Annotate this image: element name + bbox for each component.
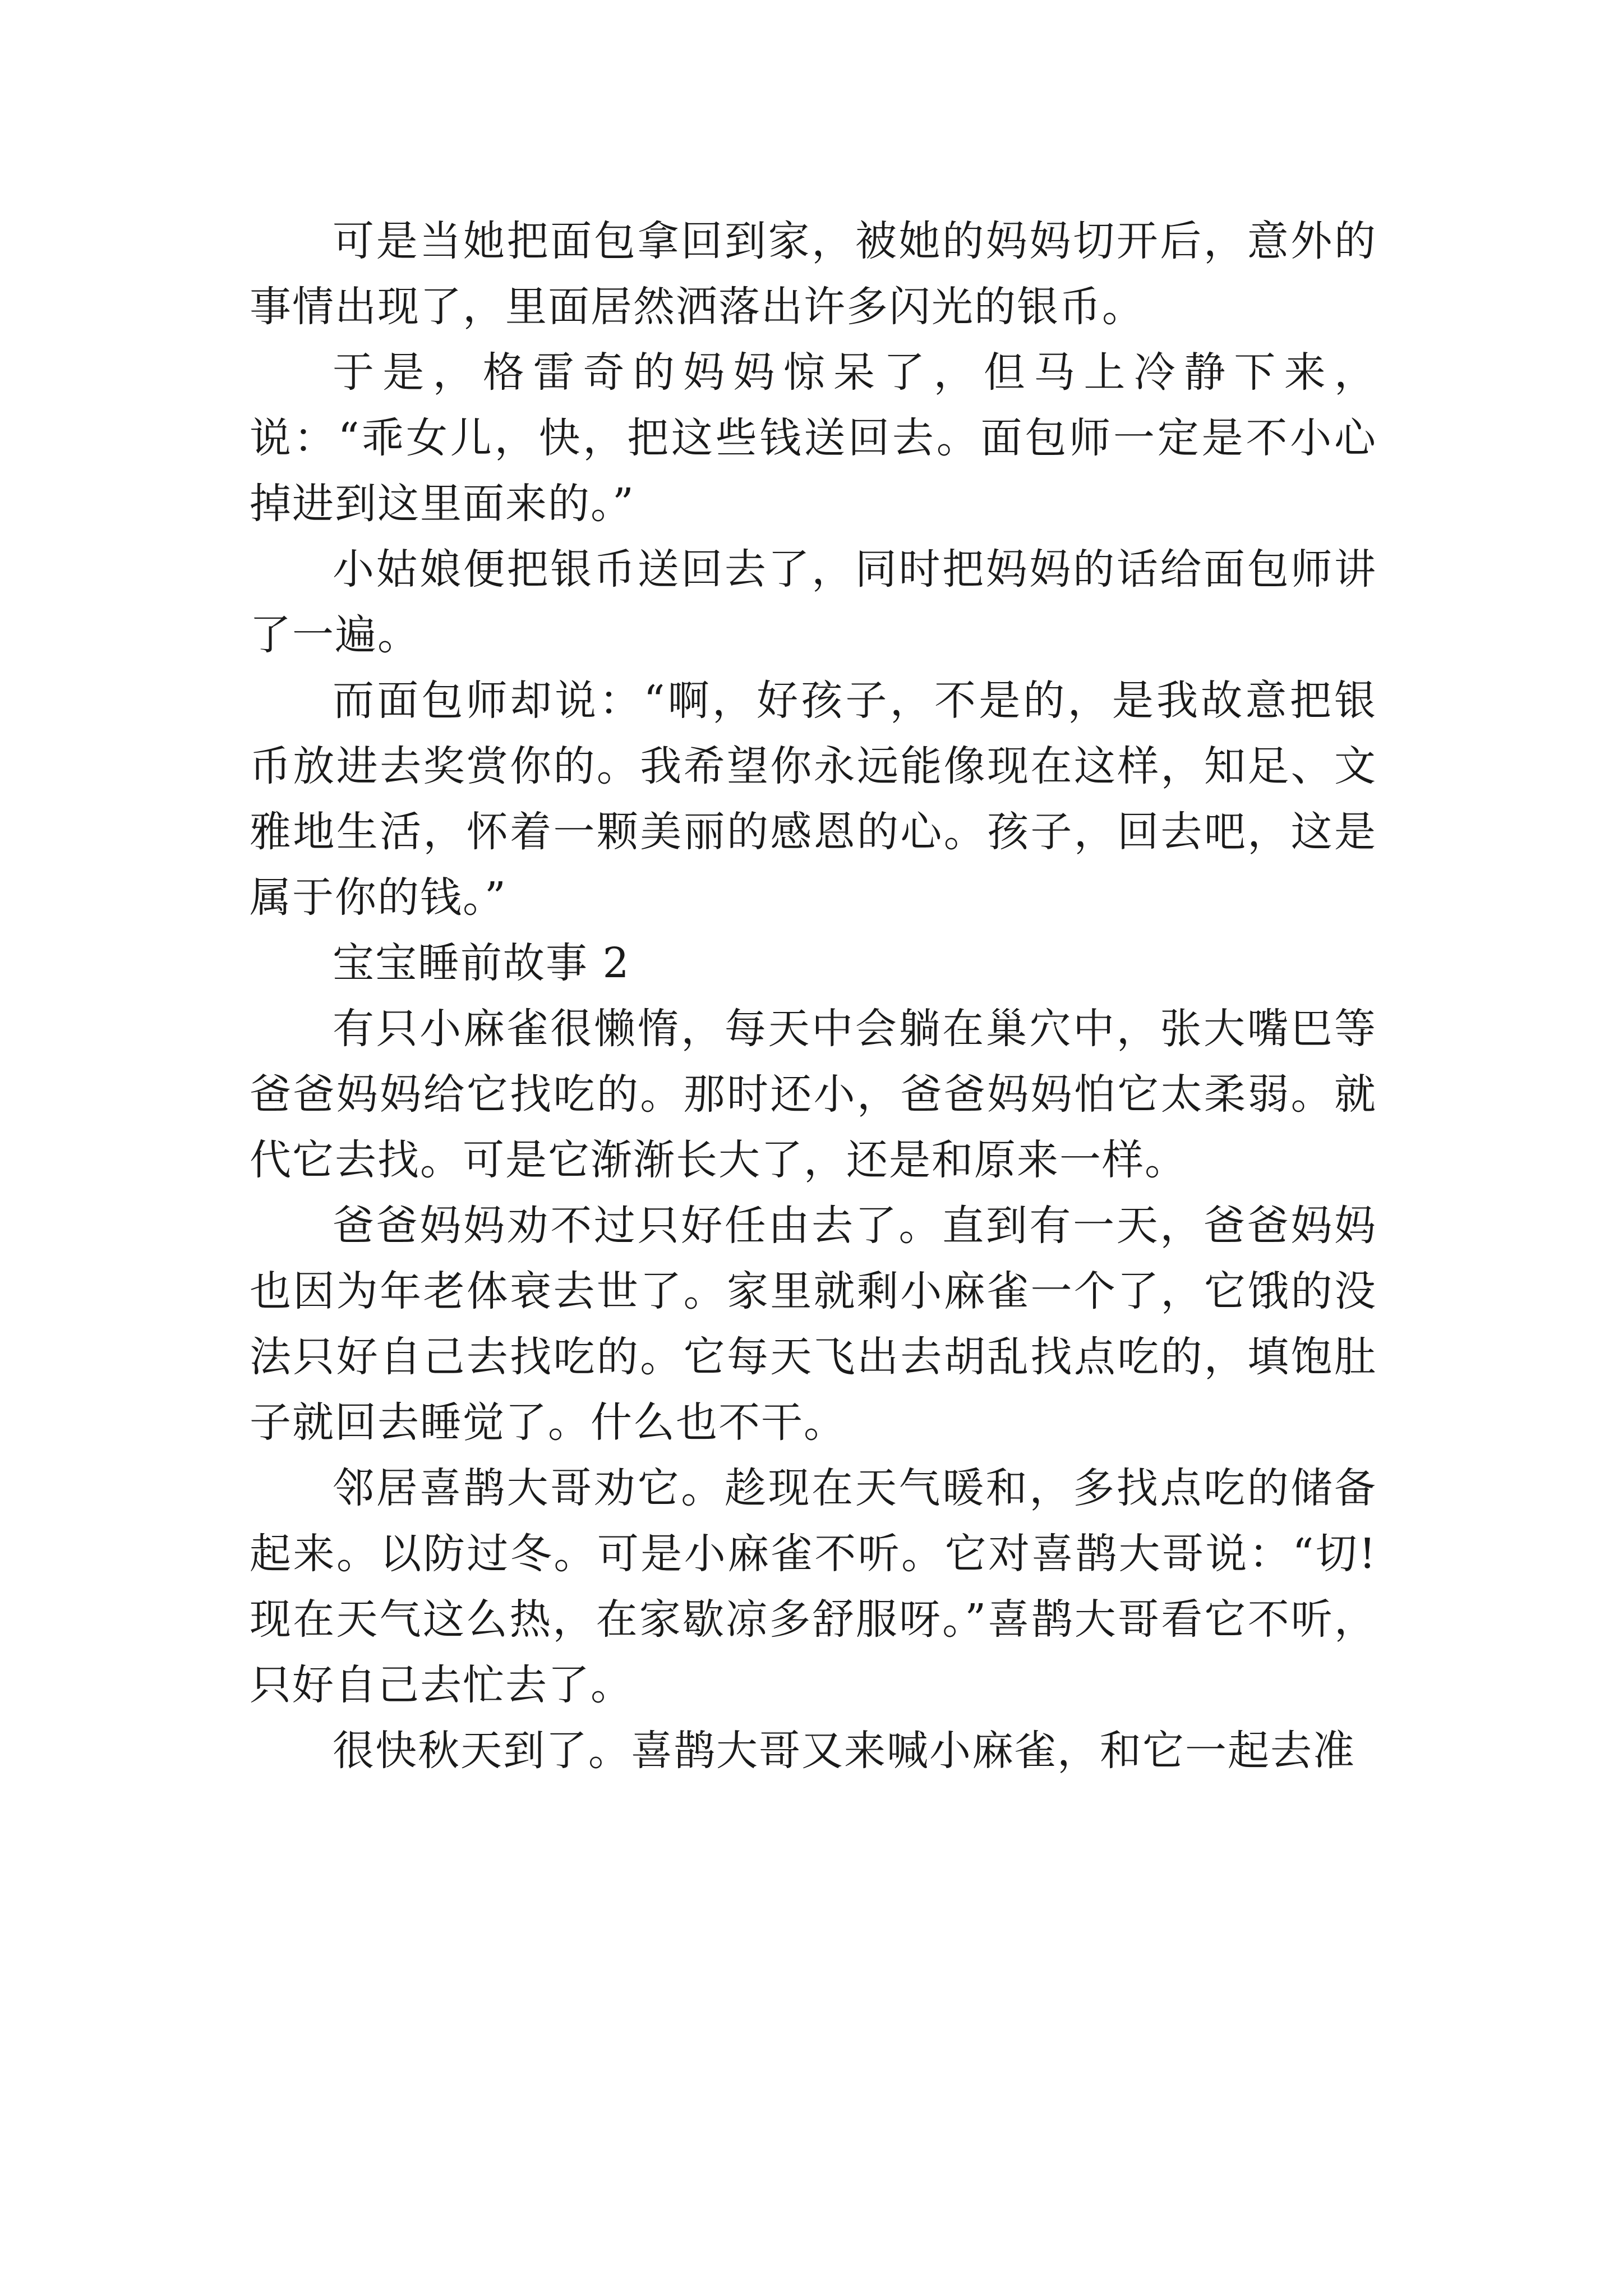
- paragraph-2: 于是，格雷奇的妈妈惊呆了，但马上冷静下来，说：“乖女儿，快，把这些钱送回去。面包师一定是不小心掉进到这里面来的。”: [250, 348, 1377, 528]
- paragraph-3: 小姑娘便把银币送回去了，同时把妈妈的话给面包师讲了一遍。: [250, 545, 1377, 659]
- paragraph-6: 爸爸妈妈劝不过只好任由去了。直到有一天，爸爸妈妈也因为年老体衰去世了。家里就剩小麻雀一个了，它饿的没法只好自己去找吃的。它每天飞出去胡乱找点吃的，填饱肚子就回去睡觉了。什么也不干。: [250, 1202, 1377, 1447]
- paragraph-8: 很快秋天到了。喜鹊大哥又来喊小麻雀，和它一起去准: [333, 1727, 1355, 1775]
- paragraph-7: 邻居喜鹊大哥劝它。趁现在天气暖和，多找点吃的储备起来。以防过冬。可是小麻雀不听。它对喜鹊大哥说：“切!现在天气这么热，在家歇凉多舒服呀。”喜鹊大哥看它不听，只好自己去忙去了。: [250, 1464, 1377, 1709]
- paragraph-1: 可是当她把面包拿回到家，被她的妈妈切开后，意外的事情出现了，里面居然洒落出许多闪光的银币。: [250, 217, 1377, 331]
- document-body: [250, 209, 1377, 1784]
- paragraph-5: 有只小麻雀很懒惰，每天中会躺在巢穴中，张大嘴巴等爸爸妈妈给它找吃的。那时还小，爸爸妈妈怕它太柔弱。就代它去找。可是它渐渐长大了，还是和原来一样。: [250, 1005, 1377, 1184]
- paragraph-4: 而面包师却说：“啊，好孩子，不是的，是我故意把银币放进去奖赏你的。我希望你永远能像现在这样，知足、文雅地生活，怀着一颗美丽的感恩的心。孩子，回去吧，这是属于你的钱。”: [250, 677, 1377, 922]
- story-heading: 宝宝睡前故事 2: [333, 939, 630, 987]
